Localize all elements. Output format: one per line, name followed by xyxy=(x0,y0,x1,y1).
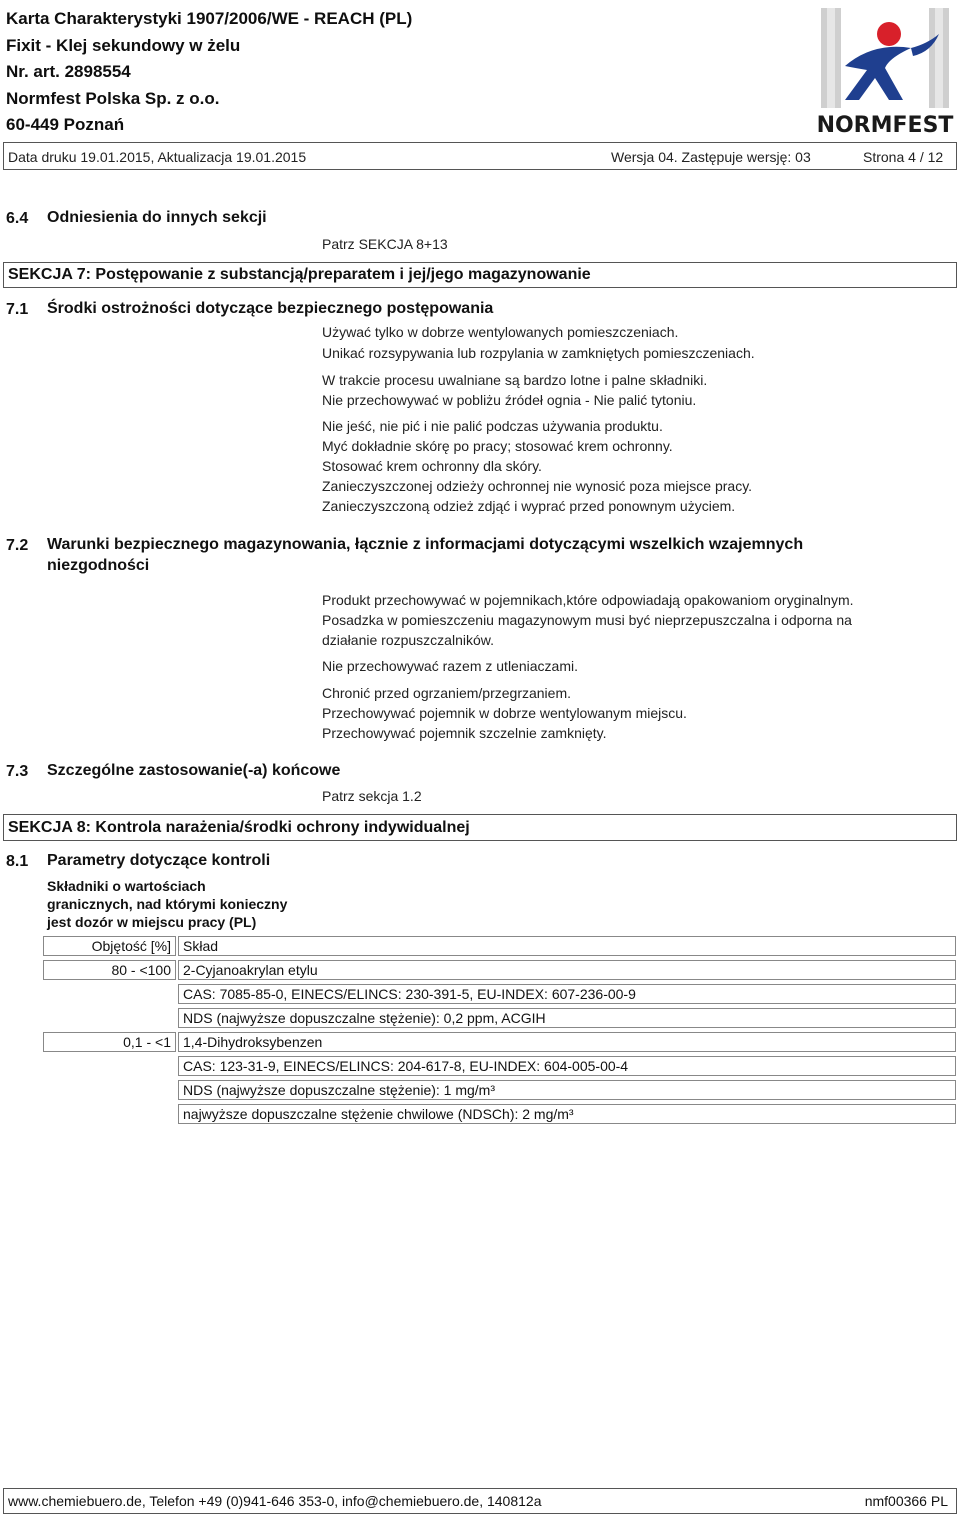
table-cell-volume: 80 - <100 xyxy=(43,960,176,980)
print-date: Data druku 19.01.2015, Aktualizacja 19.01.2015 xyxy=(8,149,307,165)
section-7-3-text: Patrz sekcja 1.2 xyxy=(322,788,422,804)
text-line: Stosować krem ochronny dla skóry. xyxy=(322,458,542,474)
page-number: Strona 4 / 12 xyxy=(863,149,944,165)
table-cell-ndsch: najwyższe dopuszczalne stężenie chwilowe (NDSCh): 2 mg/m³ xyxy=(178,1104,956,1124)
text-line: W trakcie procesu uwalniane są bardzo lotne i palne składniki. xyxy=(322,372,708,388)
table-cell-nds: NDS (najwyższe dopuszczalne stężenie): 0,2 ppm, ACGIH xyxy=(178,1008,956,1028)
text-line: Przechowywać pojemnik w dobrze wentylowanym miejscu. xyxy=(322,705,687,721)
document-title: Karta Charakterystyki 1907/2006/WE - REACH (PL) xyxy=(6,9,413,28)
subheading-line: Składniki o wartościach xyxy=(47,878,206,894)
text-line: Unikać rozsypywania lub rozpylania w zamkniętych pomieszczeniach. xyxy=(322,345,755,361)
section-6-4-title: Odniesienia do innych sekcji xyxy=(47,209,267,226)
subheading-line: jest dozór w miejscu pracy (PL) xyxy=(47,914,257,930)
section-8-header: SEKCJA 8: Kontrola narażenia/środki ochrony indywidualnej xyxy=(3,814,957,841)
section-8-1-title: Parametry dotyczące kontroli xyxy=(47,852,271,869)
section-7-2-number: 7.2 xyxy=(6,537,29,554)
logo-wordmark: NORMFEST xyxy=(816,113,954,138)
footer-contact: www.chemiebuero.de, Telefon +49 (0)941-646 353-0, info@chemiebuero.de, 140812a xyxy=(8,1493,542,1509)
section-8-1-number: 8.1 xyxy=(6,853,29,870)
subheading-line: granicznych, nad którymi konieczny xyxy=(47,896,288,912)
text-line: Posadzka w pomieszczeniu magazynowym musi być nieprzepuszczalna i odporna na xyxy=(322,612,852,628)
section-7-2-title-cont: niezgodności xyxy=(47,557,150,574)
text-line: Nie przechowywać w pobliżu źródeł ognia - Nie palić tytoniu. xyxy=(322,392,697,408)
page-footer xyxy=(3,1488,957,1514)
section-7-1-number: 7.1 xyxy=(6,301,29,318)
footer-doc-code: nmf00366 PL xyxy=(864,1493,948,1509)
version-info: Wersja 04. Zastępuje wersję: 03 xyxy=(611,149,811,165)
table-cell-cas: CAS: 7085-85-0, EINECS/ELINCS: 230-391-5, EU-INDEX: 607-236-00-9 xyxy=(178,984,956,1004)
section-7-3-title: Szczególne zastosowanie(-a) końcowe xyxy=(47,762,341,779)
article-number: Nr. art. 2898554 xyxy=(6,62,131,81)
document-info-bar xyxy=(3,142,957,170)
text-line: działanie rozpuszczalników. xyxy=(322,632,494,648)
section-7-3-number: 7.3 xyxy=(6,763,29,780)
text-line: Zanieczyszczoną odzież zdjąć i wyprać przed ponownym użyciem. xyxy=(322,498,736,514)
text-line: Myć dokładnie skórę po pracy; stosować krem ochronny. xyxy=(322,438,673,454)
text-line: Chronić przed ogrzaniem/przegrzaniem. xyxy=(322,685,571,701)
section-7-1-title: Środki ostrożności dotyczące bezpiecznego postępowania xyxy=(47,300,494,317)
section-6-4-number: 6.4 xyxy=(6,210,29,227)
text-line: Używać tylko w dobrze wentylowanych pomieszczeniach. xyxy=(322,324,679,340)
text-line: Produkt przechowywać w pojemnikach,które odpowiadają opakowaniom oryginalnym. xyxy=(322,592,854,608)
product-name: Fixit - Klej sekundowy w żelu xyxy=(6,36,241,55)
company-name: Normfest Polska Sp. z o.o. xyxy=(6,89,220,108)
table-header-composition: Skład xyxy=(178,936,956,956)
text-line: Przechowywać pojemnik szczelnie zamknięty. xyxy=(322,725,607,741)
table-cell-substance: 1,4-Dihydroksybenzen xyxy=(178,1032,956,1052)
table-cell-nds: NDS (najwyższe dopuszczalne stężenie): 1 mg/m³ xyxy=(178,1080,956,1100)
section-6-4-text: Patrz SEKCJA 8+13 xyxy=(322,236,448,252)
text-line: Nie jeść, nie pić i nie palić podczas używania produktu. xyxy=(322,418,663,434)
company-city: 60-449 Poznań xyxy=(6,115,125,134)
text-line: Zanieczyszczonej odzieży ochronnej nie wynosić poza miejsce pracy. xyxy=(322,478,753,494)
table-cell-substance: 2-Cyjanoakrylan etylu xyxy=(178,960,956,980)
table-header-volume: Objętość [%] xyxy=(43,936,176,956)
text-line: Nie przechowywać razem z utleniaczami. xyxy=(322,658,578,674)
normfest-logo xyxy=(815,4,955,138)
table-cell-cas: CAS: 123-31-9, EINECS/ELINCS: 204-617-8, EU-INDEX: 604-005-00-4 xyxy=(178,1056,956,1076)
section-7-2-title: Warunki bezpiecznego magazynowania, łącznie z informacjami dotyczącymi wszelkich wzajemnych xyxy=(47,536,804,553)
section-7-header: SEKCJA 7: Postępowanie z substancją/preparatem i jej/jego magazynowanie xyxy=(3,262,957,288)
table-cell-volume: 0,1 - <1 xyxy=(43,1032,176,1052)
